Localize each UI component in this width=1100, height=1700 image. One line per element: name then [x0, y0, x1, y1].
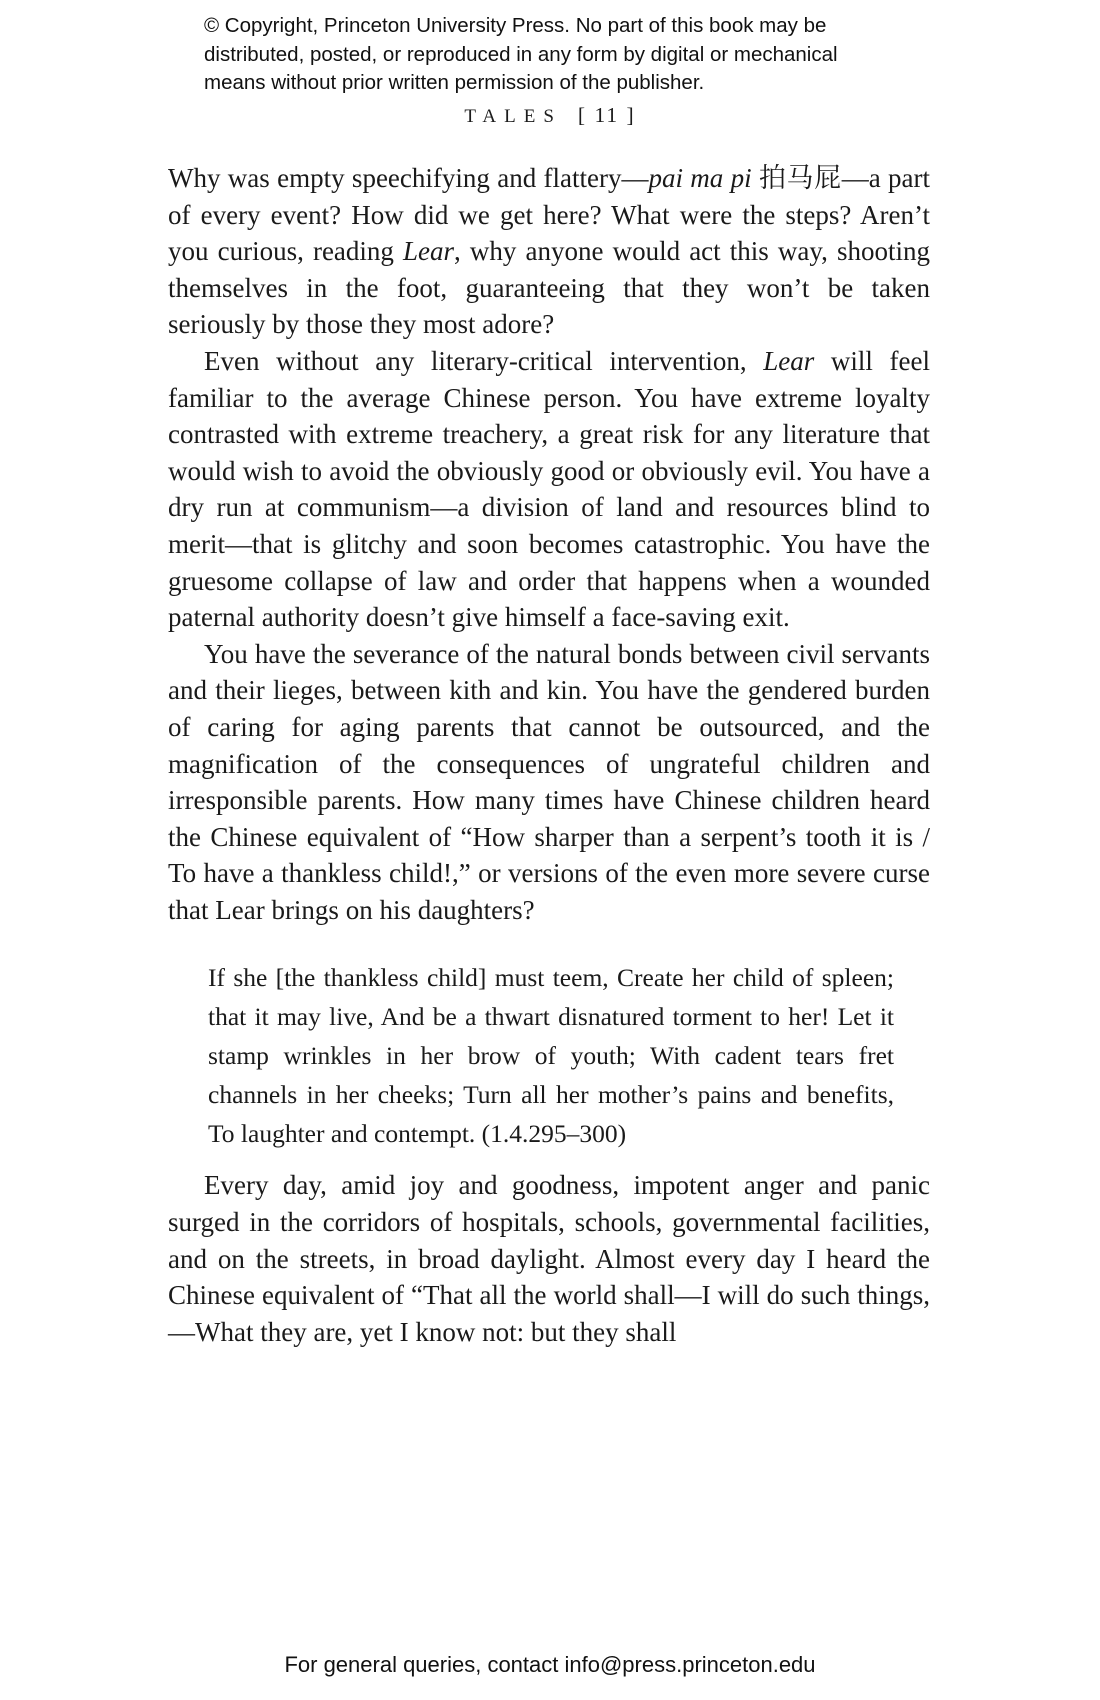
running-header-title: TALES: [464, 106, 562, 127]
paragraph-1: Why was empty speechifying and flattery—pai ma pi 拍马屁—a part of every event? How did we get here? What were the steps? Aren’t you curious, reading Lear, why anyone would act this way, shooting themselves in the foot, guaranteeing that they won’t be taken seriously by those they most adore?: [168, 163, 930, 340]
block-quote: If she [the thankless child] must teem, Create her child of spleen; that it may live, And be a thwart disnatured torment to her! Let it stamp wrinkles in her brow of youth; With cadent tears fret channels in her cheeks; Turn all her mother’s pains and benefits, To laughter and contempt. (1.4.295–300): [208, 963, 894, 1149]
page-number: [ 11 ]: [577, 103, 636, 127]
footer-contact: For general queries, contact info@press.princeton.edu: [284, 1652, 816, 1677]
copyright-notice: © Copyright, Princeton University Press. No part of this book may be distributed, posted, or reproduced in any form by digital or mechanical means without prior written permission of the publisher.: [204, 14, 838, 94]
paragraph-3: You have the severance of the natural bonds between civil servants and their lieges, between kith and kin. You have the gendered burden of caring for aging parents that cannot be outsourced, and the magnification of the consequences of ungrateful children and irresponsible parents. How many times have Chinese children heard the Chinese equivalent of “How sharper than a serpent’s tooth it is / To have a thankless child!,” or versions of the even more severe curse that Lear brings on his daughters?: [168, 638, 930, 925]
body-text: [168, 160, 930, 1350]
paragraph-2: Even without any literary-critical intervention, Lear will feel familiar to the average Chinese person. You have extreme loyalty contrasted with extreme treachery, a great risk for any literature that would wish to avoid the obviously good or obviously evil. You have a dry run at communism—a division of land and resources blind to merit—that is glitchy and soon becomes catastrophic. You have the gruesome collapse of law and order that happens when a wounded paternal authority doesn’t give himself a face-saving exit.: [168, 345, 930, 633]
paragraph-4: Every day, amid joy and goodness, impotent anger and panic surged in the corridors of hospitals, schools, governmental facilities, and on the streets, in broad daylight. Almost every day I heard the Chinese equivalent of “That all the world shall—I will do such things,—What they are, yet I know not: but they shall: [168, 1170, 930, 1347]
running-header: [0, 103, 1100, 128]
